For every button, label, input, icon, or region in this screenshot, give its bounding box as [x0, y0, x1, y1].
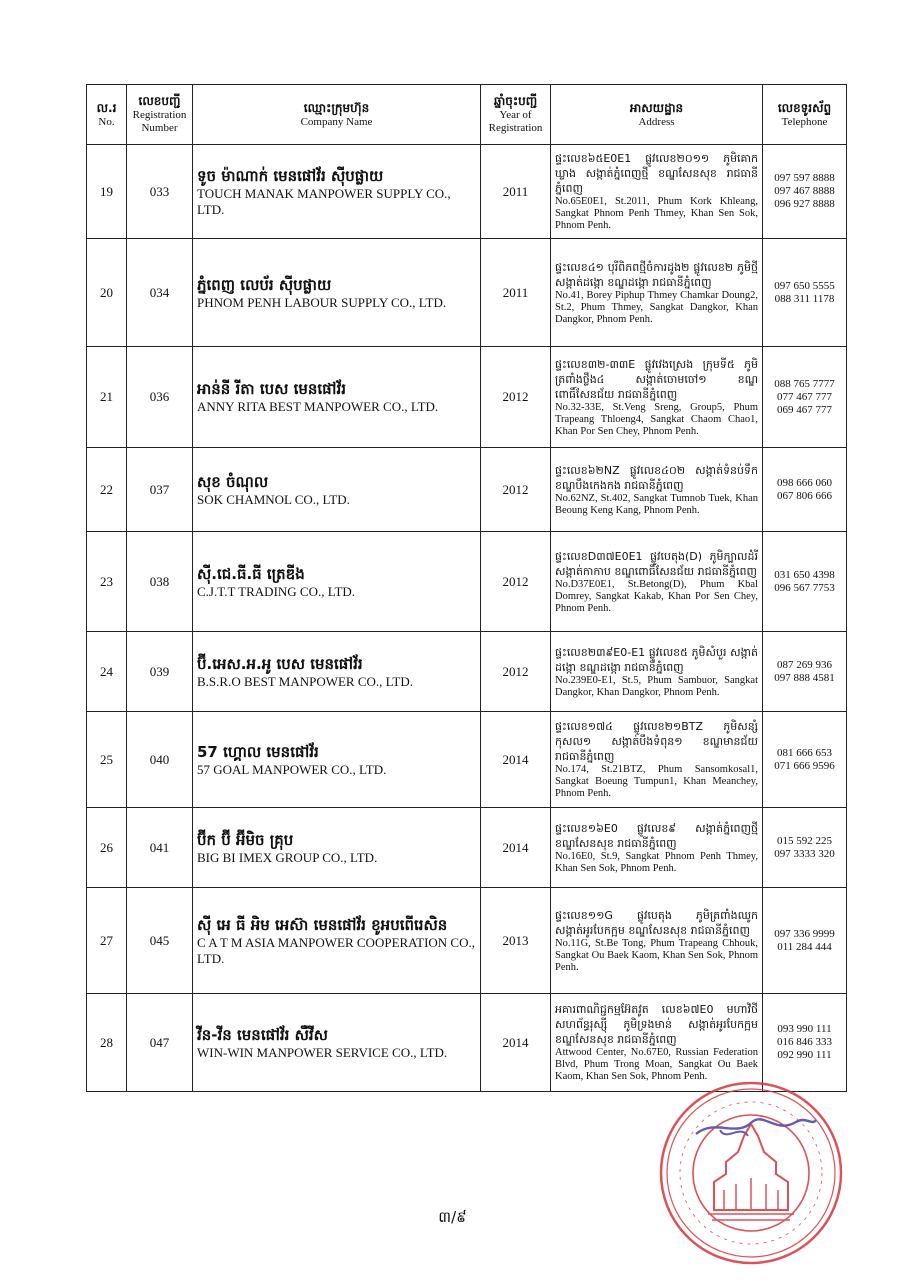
- registration-year-cell: 2012: [481, 448, 551, 532]
- telephone-number: 097 3333 320: [774, 847, 835, 860]
- telephone-cell: [763, 632, 847, 712]
- header-address: [551, 85, 763, 145]
- registration-number-cell: 037: [127, 448, 193, 532]
- address-km: ផ្ទះលេខ១១G ផ្លូវបេតុង ភូមិត្រពាំងឈូក សង្កាត់អូរបែកក្អម ខណ្ឌសែនសុខ រាជធានីភ្នំពេញ: [555, 908, 758, 937]
- address-cell: [551, 448, 763, 532]
- row-number-cell: 26: [87, 808, 127, 888]
- company-name-km: វីន-វីន មេនផៅវ័រ សឺវីស: [197, 1025, 328, 1044]
- header-reg-km: លេខបញ្ជី: [138, 94, 181, 108]
- header-telephone: [763, 85, 847, 145]
- telephone-number: 071 666 9596: [774, 759, 835, 772]
- address-cell: [551, 632, 763, 712]
- address-en: Attwood Center, No.67E0, Russian Federation Blvd, Phum Trong Moan, Sangkat Ou Baek Kaom, Khan Sen Sok, Phnom Penh.: [555, 1047, 758, 1082]
- address-cell: [551, 994, 763, 1092]
- row-number-cell: 22: [87, 448, 127, 532]
- company-name-cell: [193, 712, 481, 808]
- registration-year-cell: 2014: [481, 994, 551, 1092]
- telephone-number: 097 597 8888: [774, 172, 835, 184]
- company-registry-table: [86, 84, 847, 1092]
- header-reg-en: Registration Number: [132, 109, 187, 134]
- registration-number-cell: 033: [127, 145, 193, 239]
- telephone-number: 015 592 225: [777, 834, 832, 847]
- company-name-km: ប៊ី.អេស.អ.អូ បេស មេនផៅវ័រ: [197, 654, 363, 673]
- address-en: No.41, Borey Piphup Thmey Chamkar Doung2, St.2, Phum Thmey, Sangkat Dangkor, Khan Dangkor, Phnom Penh.: [555, 289, 758, 325]
- row-number-cell: 25: [87, 712, 127, 808]
- company-name-en: PHNOM PENH LABOUR SUPPLY CO., LTD.: [197, 294, 447, 310]
- telephone-cell: [763, 532, 847, 632]
- registration-number-cell: 036: [127, 347, 193, 448]
- registration-number-cell: 040: [127, 712, 193, 808]
- company-name-en: ANNY RITA BEST MANPOWER CO., LTD.: [197, 399, 439, 414]
- header-name-en: Company Name: [300, 115, 373, 128]
- telephone-number: 087 269 936: [777, 658, 832, 671]
- telephone-number: 011 284 444: [777, 940, 832, 953]
- telephone-cell: [763, 888, 847, 994]
- header-year: [481, 85, 551, 145]
- telephone-cell: [763, 347, 847, 448]
- table-row: [87, 994, 847, 1092]
- registration-year-cell: 2012: [481, 532, 551, 632]
- telephone-cell: [763, 145, 847, 239]
- registration-number-cell: 041: [127, 808, 193, 888]
- address-cell: [551, 145, 763, 239]
- registration-year-cell: 2014: [481, 808, 551, 888]
- registration-year-cell: 2014: [481, 712, 551, 808]
- telephone-cell: [763, 712, 847, 808]
- company-name-cell: [193, 532, 481, 632]
- address-cell: [551, 888, 763, 994]
- address-cell: [551, 532, 763, 632]
- table-row: [87, 632, 847, 712]
- header-year-km: ឆ្នាំចុះបញ្ជី: [493, 94, 538, 108]
- telephone-number: 069 467 777: [777, 403, 832, 416]
- company-name-cell: [193, 888, 481, 994]
- company-name-en: 57 GOAL MANPOWER CO., LTD.: [197, 761, 387, 777]
- table-row: [87, 347, 847, 448]
- registration-number-cell: 034: [127, 239, 193, 347]
- company-name-km: ស៊ី អេ ធី អិម អេស៊ា មេនផៅវ័រ ខូអបពើរេសិន: [197, 915, 448, 934]
- company-name-km: សុខ ចំណុល: [197, 472, 269, 491]
- address-en: No.62NZ, St.402, Sangkat Tumnob Tuek, Khan Beoung Keng Kang, Phnom Penh.: [555, 492, 758, 516]
- row-number-cell: 20: [87, 239, 127, 347]
- registration-number-cell: 045: [127, 888, 193, 994]
- telephone-number: 081 666 653: [777, 746, 832, 759]
- registry-table-container: [86, 84, 846, 1092]
- address-en: No.32-33E, St.Veng Sreng, Group5, Phum Trapeang Thloeng4, Sangkat Chaom Chao1, Khan Por Sen Chey, Phnom Penh.: [555, 401, 758, 437]
- table-row: [87, 239, 847, 347]
- table-row: [87, 145, 847, 239]
- company-name-cell: [193, 808, 481, 888]
- address-en: No.D37E0E1, St.Betong(D), Phum Kbal Domrey, Sangkat Kakab, Khan Por Sen Chey, Phnom Penh.: [555, 578, 758, 614]
- company-name-en: SOK CHAMNOL CO., LTD.: [197, 491, 350, 507]
- address-km: ផ្ទះលេខD៣៧E0E1 ផ្លូវបេតុង(D) ភូមិក្បាលដំរី សង្កាត់កាកាប ខណ្ឌពោធិ៍សែនជ័យ រាជធានីភ្នំពេញ: [555, 549, 758, 578]
- address-km: ផ្ទះលេខ១៧៤ ផ្លូវលេខ២១BTZ ភូមិសន្សំកុសល១ សង្កាត់បឹងទំពុន១ ខណ្ឌមានជ័យ រាជធានីភ្នំពេញ: [555, 720, 758, 763]
- company-name-km: 57 ហ្គោល មេនផៅវ័រ: [197, 742, 319, 761]
- telephone-cell: [763, 808, 847, 888]
- telephone-number: 097 888 4581: [774, 671, 835, 684]
- telephone-number: 097 467 8888: [774, 185, 835, 197]
- address-en: No.11G, St.Be Tong, Phum Trapeang Chhouk, Sangkat Ou Baek Kaom, Khan Sen Sok, Phnom Penh.: [555, 937, 758, 973]
- company-name-en: BIG BI IMEX GROUP CO., LTD.: [197, 849, 378, 865]
- telephone-number: 016 846 333: [777, 1036, 832, 1048]
- official-seal-icon: [656, 1078, 846, 1268]
- company-name-km: ទូច ម៉ាណាក់ មេនផៅវ័រ ស៊ីបផ្លាយ: [197, 166, 384, 185]
- company-name-cell: [193, 994, 481, 1092]
- address-en: No.16E0, St.9, Sangkat Phnom Penh Thmey, Khan Sen Sok, Phnom Penh.: [555, 850, 758, 874]
- header-company-name: [193, 85, 481, 145]
- telephone-cell: [763, 239, 847, 347]
- company-name-en: C A T M ASIA MANPOWER COOPERATION CO., LTD.: [197, 934, 475, 966]
- company-name-cell: [193, 347, 481, 448]
- telephone-number: 067 806 666: [777, 489, 832, 502]
- address-en: No.239E0-E1, St.5, Phum Sambuor, Sangkat Dangkor, Khan Dangkor, Phnom Penh.: [555, 674, 758, 698]
- registration-year-cell: 2011: [481, 239, 551, 347]
- row-number-cell: 19: [87, 145, 127, 239]
- telephone-number: 093 990 111: [777, 1023, 832, 1035]
- telephone-number: 031 650 4398: [774, 568, 835, 581]
- address-en: No.174, St.21BTZ, Phum Sansomkosal1, Sangkat Boeung Tumpun1, Khan Meanchey, Phnom Penh.: [555, 764, 758, 799]
- row-number-cell: 27: [87, 888, 127, 994]
- address-km: អគារពាណិជ្ជកម្មអ៊ែតវូត លេខ៦៧E0 មហាវិថីសហព័ន្ធរុស្ស៊ី ភូមិទ្រងមាន់ សង្កាត់អូរបែកក្អម ខណ្ឌសែនសុខ រាជធានីភ្នំពេញ: [555, 1003, 758, 1046]
- company-name-en: B.S.R.O BEST MANPOWER CO., LTD.: [197, 673, 413, 689]
- row-number-cell: 28: [87, 994, 127, 1092]
- registration-number-cell: 047: [127, 994, 193, 1092]
- header-name-km: ឈ្មោះក្រុមហ៊ុន: [303, 100, 370, 115]
- address-km: ផ្ទះលេខ៣២-៣៣E ផ្លូវវេងស្រេង ក្រុមទី៥ ភូមិត្រពាំងថ្លឹង៤ សង្កាត់ចោមចៅ១ ខណ្ឌពោធិ៍សែនជ័យ រាជធានីភ្នំពេញ: [555, 357, 758, 401]
- telephone-number: 088 765 7777: [774, 377, 835, 390]
- registration-number-cell: 038: [127, 532, 193, 632]
- company-name-cell: [193, 145, 481, 239]
- company-name-cell: [193, 632, 481, 712]
- header-no: [87, 85, 127, 145]
- table-row: [87, 448, 847, 532]
- table-header-row: [87, 85, 847, 145]
- row-number-cell: 21: [87, 347, 127, 448]
- telephone-number: 077 467 777: [777, 390, 832, 403]
- address-cell: [551, 347, 763, 448]
- address-km: ផ្ទះលេខ១៦E0 ផ្លូវលេខ៩ សង្កាត់ភ្នំពេញថ្មី ខណ្ឌសែនសុខ រាជធានីភ្នំពេញ: [555, 821, 758, 850]
- page-number: ៣/៩: [438, 1208, 467, 1226]
- table-row: [87, 808, 847, 888]
- company-name-en: TOUCH MANAK MANPOWER SUPPLY CO., LTD.: [197, 185, 451, 217]
- registration-year-cell: 2013: [481, 888, 551, 994]
- address-cell: [551, 712, 763, 808]
- header-addr-en: Address: [638, 115, 675, 128]
- address-cell: [551, 239, 763, 347]
- address-en: No.65E0E1, St.2011, Phum Kork Khleang, Sangkat Phnom Penh Thmey, Khan Sen Sok, Phnom Penh.: [555, 196, 758, 231]
- registration-number-cell: 039: [127, 632, 193, 712]
- telephone-number: 088 311 1178: [774, 292, 835, 305]
- address-cell: [551, 808, 763, 888]
- registration-year-cell: 2011: [481, 145, 551, 239]
- header-registration: [127, 85, 193, 145]
- company-name-en: C.J.T.T TRADING CO., LTD.: [197, 583, 356, 599]
- company-name-km: ស៊ី.ជេ.ធី.ធី ត្រេឌីង: [197, 564, 305, 583]
- registration-year-cell: 2012: [481, 632, 551, 712]
- registration-year-cell: 2012: [481, 347, 551, 448]
- company-name-km: ប៊ីក ប៊ី អ៊ីមិច គ្រុប: [197, 830, 294, 849]
- header-year-en: Year of Registration: [488, 109, 543, 134]
- header-tel-km: លេខទូរស័ព្ទ: [777, 100, 832, 115]
- address-km: ផ្ទះលេខ៤១ បុរីពិភពថ្មីចំការដូង២ ផ្លូវលេខ២ ភូមិថ្មី សង្កាត់ដង្កោ ខណ្ឌដង្កោ រាជធានីភ្នំពេញ: [555, 260, 758, 289]
- company-name-cell: [193, 448, 481, 532]
- header-tel-en: Telephone: [781, 115, 828, 128]
- company-name-cell: [193, 239, 481, 347]
- telephone-number: 098 666 060: [777, 476, 832, 489]
- table-row: [87, 888, 847, 994]
- table-row: [87, 712, 847, 808]
- row-number-cell: 23: [87, 532, 127, 632]
- telephone-number: 096 567 7753: [774, 581, 835, 594]
- row-number-cell: 24: [87, 632, 127, 712]
- header-no-en: No.: [98, 115, 115, 128]
- telephone-number: 096 927 8888: [774, 198, 835, 210]
- company-name-en: WIN-WIN MANPOWER SERVICE CO., LTD.: [197, 1044, 448, 1060]
- address-km: ផ្ទះលេខ៦២NZ ផ្លូវលេខ៤០២ សង្កាត់ទំនប់ទឹក ខណ្ឌបឹងកេងកង រាជធានីភ្នំពេញ: [555, 463, 758, 492]
- header-addr-km: អាសយដ្ឋាន: [629, 100, 684, 115]
- company-name-km: អាន់នី រីតា បេស មេនផៅវ័រ: [197, 380, 346, 398]
- telephone-number: 097 650 5555: [774, 279, 835, 292]
- address-km: ផ្ទះលេខ២៣៩E0-E1 ផ្លូវលេខ៥ ភូមិសំបួរ សង្កាត់ដង្កោ ខណ្ឌដង្កោ រាជធានីភ្នំពេញ: [555, 645, 758, 674]
- telephone-number: 092 990 111: [777, 1049, 832, 1061]
- telephone-cell: [763, 994, 847, 1092]
- address-km: ផ្ទះលេខ៦៥E0E1 ផ្លូវលេខ២០១១ ភូមិគោកឃ្លាង សង្កាត់ភ្នំពេញថ្មី ខណ្ឌសែនសុខ រាជធានីភ្នំពេញ: [555, 152, 758, 195]
- telephone-cell: [763, 448, 847, 532]
- header-no-km: ល.រ: [96, 100, 117, 115]
- telephone-number: 097 336 9999: [774, 927, 835, 940]
- company-name-km: ភ្នំពេញ លេប័រ ស៊ីបផ្លាយ: [197, 275, 332, 294]
- table-row: [87, 532, 847, 632]
